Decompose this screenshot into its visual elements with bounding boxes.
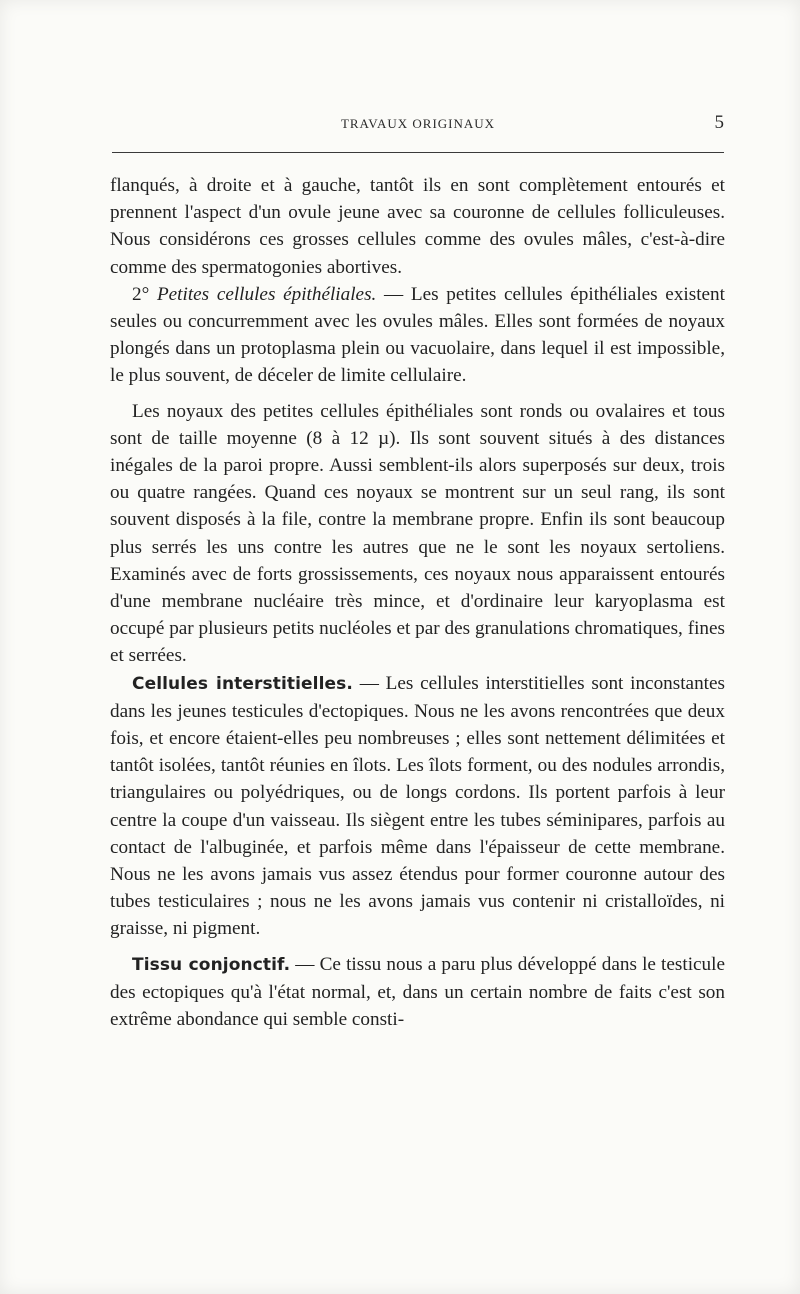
paragraph-text: flanqués, à droite et à gauche, tantôt ils en sont complètement entourés et prennent l'aspect d'un ovule jeune avec sa couronne de cellules folliculeuses. Nous considérons ces grosses cellules comme des ovules mâles, c'est-à-dire comme des spermatogonies abortives. bbox=[110, 175, 725, 278]
section-heading-tissu-conjonctif: Tissu conjonctif. bbox=[132, 954, 291, 975]
page-number: 5 bbox=[714, 112, 724, 133]
paragraph-noyaux bbox=[110, 398, 725, 670]
paragraph-text: — Ce tissu nous a paru plus développé dans le testicule des ectopiques qu'à l'état normal, et, dans un certain nombre de faits c'est son extrême abondance qui semble consti- bbox=[110, 953, 725, 1031]
body-text bbox=[110, 172, 725, 1033]
paragraph-tissu-conjonctif bbox=[110, 951, 725, 1034]
paragraph-text: Les noyaux des petites cellules épithéliales sont ronds ou ovalaires et tous sont de taille moyenne (8 à 12 µ). Ils sont souvent situés à des distances inégales de la paroi propre. Aussi semblent-ils alors superposés sur deux, trois ou quatre rangées. Quand ces noyaux se montrent sur un seul rang, ils sont souvent disposés à la file, contre la membrane propre. Enfin ils sont beaucoup plus serrés les uns contre les autres que ne le sont les noyaux sertoliens. Examinés avec de forts grossissements, ces noyaux nous apparaissent entourés d'une membrane nucléaire très mince, et d'ordinaire leur karyoplasma est occupé par plusieurs petits nucléoles et par des granulations chromatiques, fines et serrées. bbox=[110, 400, 725, 667]
header-rule bbox=[112, 152, 724, 153]
running-head bbox=[112, 112, 724, 142]
paragraph-text: — Les cellules interstitielles sont inconstantes dans les jeunes testicules d'ectopiques. Nous ne les avons rencontrées que deux fois, et encore étaient-elles peu nombreuses ; elles sont nettement délimitées et tantôt isolées, tantôt réunies en îlots. Les îlots forment, ou des nodules arrondis, triangulaires ou polyédriques, ou de longs cordons. Ils portent parfois à leur centre la coupe d'un vaisseau. Ils siègent entre les tubes séminipares, parfois au contact de l'albuginée, et parfois même dans l'épaisseur de cette membrane. Nous ne les avons jamais vus assez étendus pour former couronne autour des tubes testiculaires ; nous ne les avons jamais vus contenir ni cristalloïdes, ni graisse, ni pigment. bbox=[110, 672, 725, 940]
section-heading-petites-cellules: Petites cellules épithéliales. bbox=[156, 283, 377, 305]
paragraph-petites-cellules bbox=[110, 281, 725, 390]
paragraph-cellules-interstitielles bbox=[110, 670, 725, 943]
paragraph-text: — Les petites cellules épithéliales existent seules ou concurremment avec les ovules mâles. Elles sont formées de noyaux plongés dans un protoplasma plein ou vacuolaire, dans lequel il est impossible, le plus souvent, de déceler de limite cellulaire. bbox=[110, 283, 725, 387]
running-title: TRAVAUX ORIGINAUX bbox=[340, 116, 496, 131]
section-heading-cellules-interstitielles: Cellules interstitielles. bbox=[132, 673, 353, 694]
paragraph-continuation bbox=[110, 172, 725, 281]
paragraph-lead-number: 2° bbox=[132, 283, 157, 305]
